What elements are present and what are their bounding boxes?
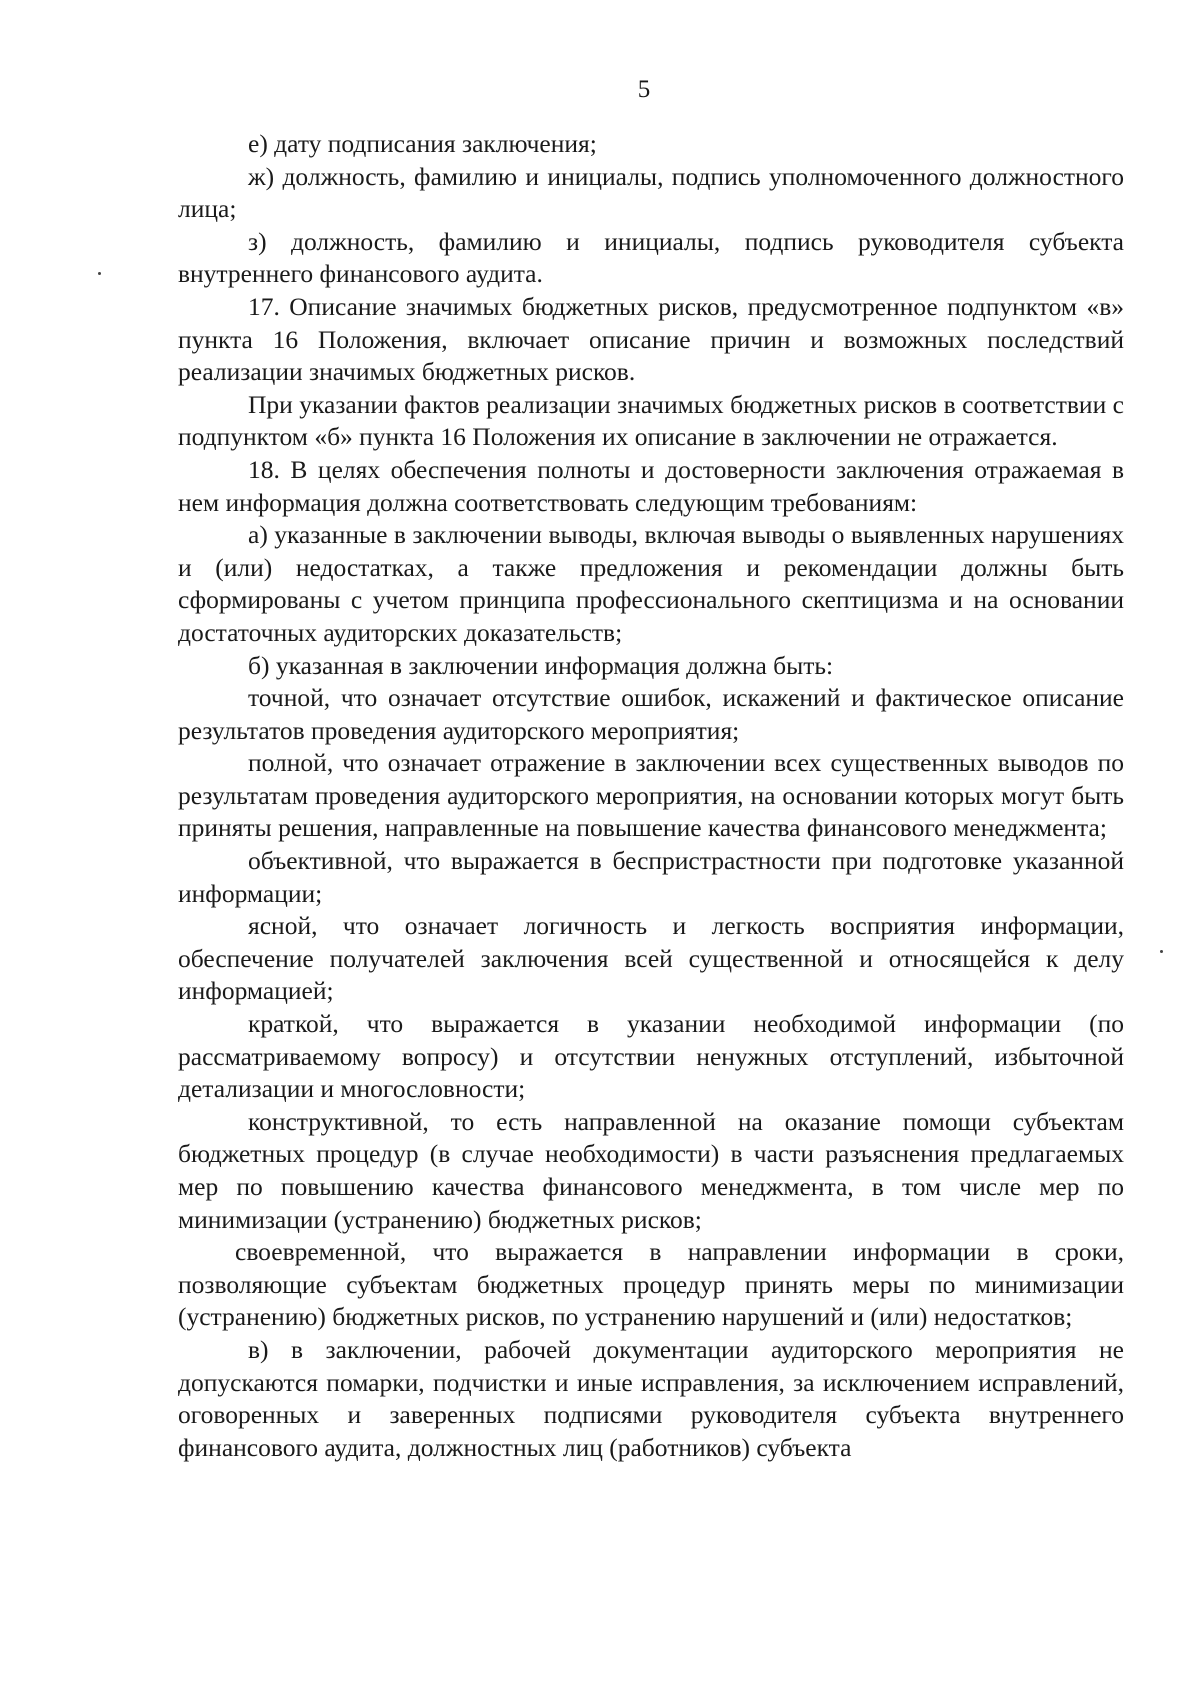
page-number: 5 bbox=[637, 76, 651, 103]
paragraph-brief: краткой, что выражается в указании необходимой информации (по рассматриваемому вопросу) и отсутствии ненужных отступлений, избыточной детализации и многословности; bbox=[178, 1009, 1124, 1104]
paragraph-18: 18. В целях обеспечения полноты и достоверности заключения отражаемая в нем информация должна соответствовать следующим требованиям: bbox=[178, 454, 1124, 517]
paragraph-clear: ясной, что означает логичность и легкость восприятия информации, обеспечение получателей заключения всей существенной и относящейся к делу информацией; bbox=[178, 911, 1124, 1006]
paragraph-objective: объективной, что выражается в беспристрастности при подготовке указанной информации; bbox=[178, 846, 1124, 908]
paragraph-18-a: а) указанные в заключении выводы, включая выводы о выявленных нарушениях и (или) недостатках, а также предложения и рекомендации должны быть сформированы с учетом принципа профессионального скептицизма и на основании достаточных аудиторских доказательств; bbox=[178, 520, 1124, 647]
paragraph-18-v: в) в заключении, рабочей документации аудиторского мероприятия не допускаются помарки, подчистки и иные исправления, за исключением исправлений, оговоренных и заверенных подписями руководителя субъекта внутреннего финансового аудита, должностных лиц (работников) субъекта bbox=[178, 1334, 1124, 1462]
scan-speck bbox=[98, 272, 101, 275]
paragraph-complete: полной, что означает отражение в заключении всех существенных выводов по результатам проведения аудиторского мероприятия, на основании которых могут быть приняты решения, направленные на повышение качества финансового менеджмента; bbox=[178, 748, 1124, 843]
paragraph-17: 17. Описание значимых бюджетных рисков, предусмотренное подпунктом «в» пункта 16 Положения, включает описание причин и возможных последствий реализации значимых бюджетных рисков. bbox=[178, 291, 1124, 387]
paragraph-zh-official: ж) должность, фамилию и инициалы, подпись уполномоченного должностного лица; bbox=[178, 161, 1124, 224]
paragraph-accurate: точной, что означает отсутствие ошибок, искажений и фактическое описание результатов проведения аудиторского мероприятия; bbox=[178, 683, 1124, 745]
document-body bbox=[178, 128, 1124, 1464]
paragraph-e-date: е) дату подписания заключения; bbox=[248, 129, 597, 158]
paragraph-z-head: з) должность, фамилию и инициалы, подпись руководителя субъекта внутреннего финансового аудита. bbox=[178, 226, 1124, 289]
paragraph-timely: своевременной, что выражается в направлении информации в сроки, позволяющие субъектам бюджетных процедур принять меры по минимизации (устранению) бюджетных рисков, по устранению нарушений и (или) недостатков; bbox=[178, 1237, 1124, 1332]
paragraph-17-facts: При указании фактов реализации значимых бюджетных рисков в соответствии с подпунктом «б» пункта 16 Положения их описание в заключении не отражается. bbox=[178, 389, 1124, 452]
paragraph-18-b: б) указанная в заключении информация должна быть: bbox=[248, 650, 834, 680]
scan-speck bbox=[1160, 950, 1163, 953]
paragraph-constructive: конструктивной, то есть направленной на оказание помощи субъектам бюджетных процедур (в случае необходимости) в части разъяснения предлагаемых мер по повышению качества финансового менеджмента, в том числе мер по минимизации (устранению) бюджетных рисков; bbox=[178, 1106, 1124, 1234]
